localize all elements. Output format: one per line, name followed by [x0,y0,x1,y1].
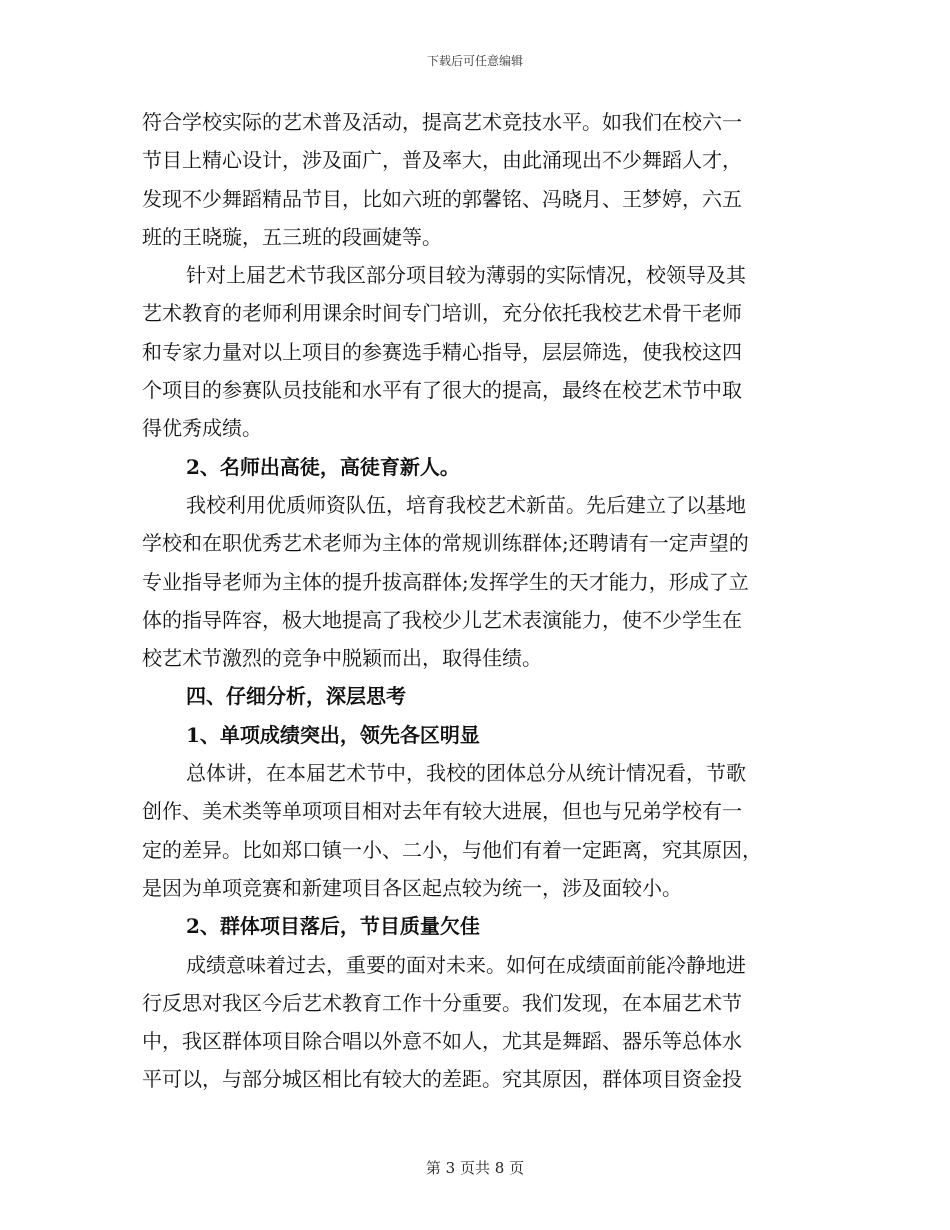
paragraph-line: 艺术教育的老师利用课余时间专门培训，充分依托我校艺术骨干老师 [142,301,742,326]
paragraph-line: 平可以，与部分城区相比有较大的差距。究其原因，群体项目资金投 [142,1067,742,1092]
paragraph-line: 得优秀成绩。 [142,416,262,441]
paragraph-line: 总体讲，在本届艺术节中，我校的团体总分从统计情况看，节歌 [186,761,746,786]
page-header-note: 下载后可任意编辑 [426,54,523,68]
section-heading: 2、名师出高徒，高徒育新人。 [186,454,460,479]
paragraph-line: 班的王晓璇，五三班的段画婕等。 [142,224,442,249]
section-heading: 2、群体项目落后，节目质量欠佳 [186,914,480,939]
paragraph-line: 针对上届艺术节我区部分项目较为薄弱的实际情况，校领导及其 [186,263,746,288]
paragraph-line: 专业指导老师为主体的提升拔高群体;发挥学生的天才能力，形成了立 [142,569,749,594]
paragraph-line: 符合学校实际的艺术普及活动，提高艺术竞技水平。如我们在校六一 [142,110,742,134]
paragraph-line: 和专家力量对以上项目的参赛选手精心指导，层层筛选，使我校这四 [142,339,742,364]
paragraph-line: 创作、美术类等单项项目相对去年有较大进展，但也与兄弟学校有一 [142,799,742,824]
paragraph-line: 成绩意味着过去，重要的面对未来。如何在成绩面前能冷静地进 [186,952,746,977]
paragraph-line: 节目上精心设计，涉及面广，普及率大，由此涌现出不少舞蹈人才， [142,148,742,173]
section-heading: 1、单项成绩突出，领先各区明显 [186,722,480,747]
document-body [142,103,806,1099]
paragraph-line: 发现不少舞蹈精品节目，比如六班的郭馨铭、冯晓月、王梦婷，六五 [142,186,742,211]
paragraph-line: 中，我区群体项目除合唱以外意不如人，尤其是舞蹈、器乐等总体水 [142,1029,742,1054]
paragraph-line: 行反思对我区今后艺术教育工作十分重要。我们发现，在本届艺术节 [142,990,742,1015]
paragraph-line: 个项目的参赛队员技能和水平有了很大的提高，最终在校艺术节中取 [142,378,742,403]
section-heading: 四、仔细分析，深层思考 [186,684,406,709]
paragraph-line: 定的差异。比如郑口镇一小、二小，与他们有着一定距离，究其原因， [142,837,762,862]
paragraph-line: 我校利用优质师资队伍，培育我校艺术新苗。先后建立了以基地 [186,492,746,517]
paragraph-line: 是因为单项竞赛和新建项目各区起点较为统一，涉及面较小。 [142,875,682,900]
paragraph-line: 体的指导阵容，极大地提高了我校少儿艺术表演能力，使不少学生在 [142,607,742,632]
paragraph-line: 学校和在职优秀艺术老师为主体的常规训练群体;还聘请有一定声望的 [142,531,749,556]
paragraph-line: 校艺术节激烈的竞争中脱颖而出，取得佳绩。 [142,646,542,671]
page-number: 第 3 页共 8 页 [425,1159,525,1177]
